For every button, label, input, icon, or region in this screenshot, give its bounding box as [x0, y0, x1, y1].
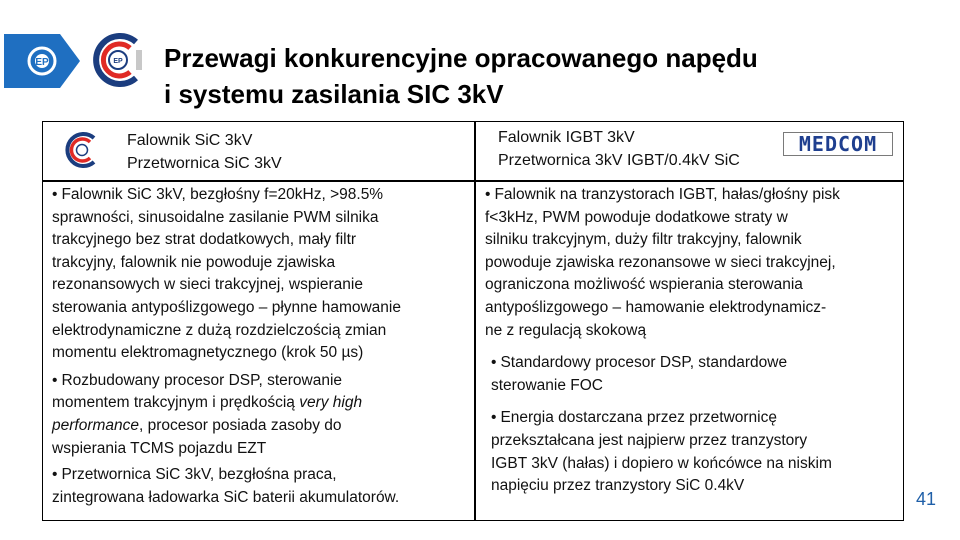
text-line: elektrodynamiczne z dużą rozdzielczością zmian	[52, 321, 387, 339]
text-line: silniku trakcyjnym, duży filtr trakcyjny, falownik	[485, 231, 802, 249]
left-bullet-3	[52, 464, 472, 509]
text-line: • Rozbudowany procesor DSP, sterowanie	[52, 371, 343, 389]
medcom-logo: MEDCOM	[783, 132, 893, 156]
right-bullet-3	[485, 407, 899, 497]
text-line: wspierania TCMS pojazdu EZT	[52, 439, 267, 457]
right-bullet-1	[485, 184, 899, 342]
title-line-2: i systemu zasilania SIC 3kV	[164, 79, 504, 109]
text-line: napięciu przez tranzystory SiC 0.4kV	[491, 477, 745, 495]
text-line: performance, procesor posiada zasoby do	[52, 416, 342, 434]
text-line: powoduje zjawiska rezonansowe w sieci trakcyjnej,	[485, 253, 836, 271]
title-line-1: Przewagi konkurencyjne opracowanego napędu	[164, 43, 758, 73]
text-line: f<3kHz, PWM powoduje dodatkowe straty w	[485, 208, 788, 226]
left-header-line: Falownik SiC 3kV	[127, 132, 253, 149]
ep-c-logo-small-icon	[63, 130, 99, 170]
bullet-icon: •	[491, 409, 497, 427]
page-title	[164, 40, 864, 112]
ep-c-logo-icon	[88, 30, 144, 90]
italic-text: performance	[52, 416, 140, 434]
bullet-icon: •	[485, 186, 491, 203]
text-line: przekształcana jest najpierw przez tranzystory	[491, 431, 808, 449]
left-bullet-1	[52, 184, 472, 365]
header-divider	[43, 180, 903, 182]
right-header-line: Falownik IGBT 3kV	[498, 129, 635, 146]
right-column-header	[476, 122, 903, 180]
text-line: ne z regulacją skokową	[485, 321, 647, 339]
bullet-icon: •	[52, 466, 58, 484]
company-logo-arrow-icon	[4, 34, 80, 88]
text-line: zintegrowana ładowarka SiC baterii akumulatorów.	[52, 488, 400, 506]
text-line: • Standardowy procesor DSP, standardowe	[491, 354, 788, 372]
left-bullet-2	[52, 370, 472, 460]
right-column-body	[485, 184, 899, 498]
text-line: ograniczona możliwość wspierania sterowania	[485, 276, 803, 294]
text-line: IGBT 3kV (hałas) i dopiero w końcówce na niskim	[491, 454, 832, 472]
svg-text:EP: EP	[113, 58, 123, 65]
right-bullet-2	[485, 352, 899, 397]
text-line: • Przetwornica SiC 3kV, bezgłośna praca,	[52, 466, 337, 484]
column-divider	[474, 122, 476, 520]
bullet-icon: •	[52, 186, 58, 203]
text-line: momentem trakcyjnym i prędkością very high	[52, 394, 363, 412]
left-column-header	[43, 122, 474, 180]
text-line: sprawności, sinusoidalne zasilanie PWM silnika	[52, 208, 379, 226]
right-header-text	[498, 126, 740, 172]
svg-text:EP: EP	[35, 57, 49, 68]
left-column-body	[52, 184, 472, 509]
text-line: antypoślizgowego – hamowanie elektrodynamicz-	[485, 298, 827, 316]
comparison-table	[42, 121, 904, 521]
right-header-line: Przetwornica 3kV IGBT/0.4kV SiC	[498, 152, 740, 169]
page-number: 41	[916, 489, 937, 509]
text-line: momentu elektromagnetycznego (krok 50 µs)	[52, 344, 364, 362]
text-line: trakcyjnego bez strat dodatkowych, mały filtr	[52, 231, 357, 249]
text-line: sterowania antypoślizgowego – płynne hamowanie	[52, 298, 401, 316]
text-line: rezonansowych w sieci trakcyjnej, wspieranie	[52, 276, 363, 294]
text-line: • Falownik SiC 3kV, bezgłośny f=20kHz, >98.5%	[52, 186, 384, 203]
left-header-text	[127, 129, 282, 175]
text-line: trakcyjny, falownik nie powoduje zjawiska	[52, 253, 336, 271]
bullet-icon: •	[491, 354, 497, 372]
left-header-line: Przetwornica SiC 3kV	[127, 155, 282, 172]
bullet-icon: •	[52, 371, 58, 389]
text-line: sterowanie FOC	[491, 376, 603, 394]
italic-text: very high	[299, 394, 363, 412]
text-line: • Falownik na tranzystorach IGBT, hałas/głośny pisk	[485, 186, 840, 203]
text-line: • Energia dostarczana przez przetwornicę	[491, 409, 777, 427]
